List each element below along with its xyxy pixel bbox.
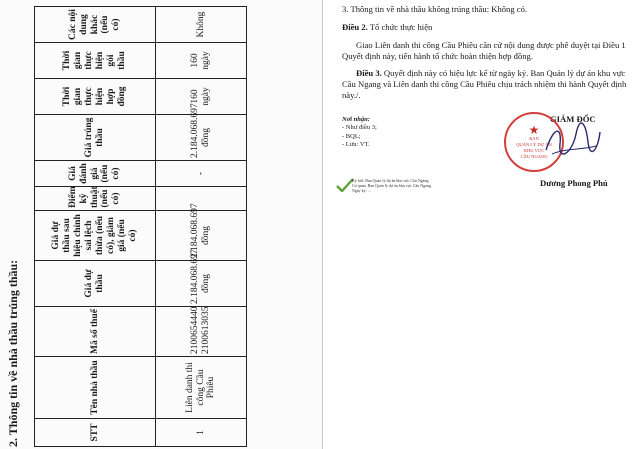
stamp-line: CẦU NGANG xyxy=(520,153,548,159)
section-3-text: 3. Thông tin về nhà thầu không trúng thầu: Không có. xyxy=(342,4,528,14)
stamp-line: BAN xyxy=(529,136,539,142)
table-header-row xyxy=(35,7,156,447)
digital-sig-line: Ký bởi: Ban Quản lý dự án khu vực Cầu Ngang xyxy=(352,178,429,183)
handwritten-signature xyxy=(542,120,602,160)
signer-title: GIÁM ĐỐC xyxy=(550,114,596,124)
table-cell: 2.184.068.697 đồng xyxy=(156,115,247,161)
winning-bidder-table xyxy=(34,6,247,447)
article-3-label: Điều 3. xyxy=(356,68,382,78)
header-cell: Giá đánh giá (nếu có) xyxy=(35,161,156,187)
winning-bidder-heading: 2. Thông tin về nhà thầu trúng thầu: xyxy=(6,259,20,447)
recipient-item: - BQL; xyxy=(342,132,361,140)
article-2-body: Giao Liên danh thi công Cầu Phiêu căn cứ nội dung được phê duyệt tại Điều 1 Quyết định này, tiến hành tổ chức hoàn thiện hợp đồng. xyxy=(342,40,626,62)
stamp-line: KHU VỰC xyxy=(523,148,545,153)
table-cell: 1 xyxy=(156,419,247,447)
digital-sig-line: Ngày ký: ... xyxy=(352,188,371,193)
recipients-label: Nơi nhận: xyxy=(342,116,370,123)
digital-signature-info xyxy=(352,178,462,193)
article-3-paragraph xyxy=(342,68,632,102)
header-cell: Các nội dung khác (nếu có) xyxy=(35,7,156,43)
table-cell: 160 ngày xyxy=(156,43,247,79)
table-row xyxy=(156,7,247,447)
header-cell: Thời gian thực hiện gói thầu xyxy=(35,43,156,79)
article-2-heading xyxy=(342,22,632,33)
right-document-page xyxy=(328,0,640,449)
article-2-title: Tổ chức thực hiện xyxy=(367,22,433,32)
table-cell: 160 ngày xyxy=(156,79,247,115)
table-cell: 2.184.068.697 đồng xyxy=(156,261,247,307)
recipient-item: - Lưu: VT. xyxy=(342,141,370,149)
table-cell: 2100654440 2100613035 xyxy=(156,307,247,357)
header-cell: Điểm kỹ thuật (nếu có) xyxy=(35,187,156,211)
article-3-body: Quyết định này có hiệu lực kể từ ngày ký. Ban Quản lý dự án khu vực Cầu Ngang và Liên danh thi công Cầu Phiêu chịu trách nhiệm thi hành Quyết định này./. xyxy=(342,68,627,101)
header-cell: Mã số thuế xyxy=(35,307,156,357)
recipient-item: - Như điều 3; xyxy=(342,124,377,132)
header-cell: Giá dự thầu sau hiệu chỉnh sai lệch thừa (nếu có), giảm giá (nếu có) xyxy=(35,211,156,261)
stamp-line: QUẢN LÝ DỰ ÁN xyxy=(516,142,552,148)
digital-sig-line: Cơ quan: Ban Quản lý dự án khu vực Cầu Ngang xyxy=(352,183,431,188)
recipients-block xyxy=(342,116,442,150)
header-cell: Thời gian thực hiện hợp đồng xyxy=(35,79,156,115)
header-cell: Tên nhà thầu xyxy=(35,357,156,419)
article-2-label: Điều 2. xyxy=(342,22,368,32)
header-cell: Giá dự thầu xyxy=(35,261,156,307)
signer-name: Dương Phong Phú xyxy=(540,178,608,188)
table-cell: 2.184.068.697 đồng xyxy=(156,211,247,261)
header-cell: STT xyxy=(35,419,156,447)
table-cell: - xyxy=(156,161,247,187)
table-cell xyxy=(156,187,247,211)
star-icon: ★ xyxy=(528,123,540,138)
table-cell: Không xyxy=(156,7,247,43)
header-cell: Giá trúng thầu xyxy=(35,115,156,161)
table-cell: Liên danh thi công Cầu Phiêu xyxy=(156,357,247,419)
